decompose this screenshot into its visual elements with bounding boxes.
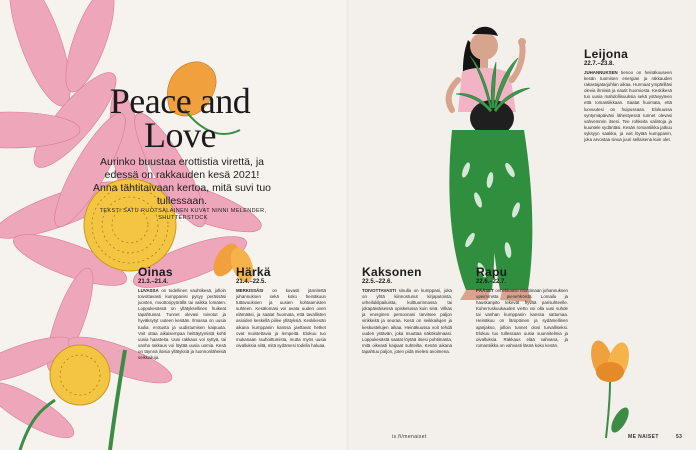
sign-text xyxy=(236,288,326,349)
byline: TEKSTI SATU RUOTSALAINEN KUVAT NINNI MELENDER, SHUTTERSTOCK xyxy=(99,208,267,221)
sign-kaksonen xyxy=(362,266,452,355)
sign-rapu xyxy=(476,266,568,349)
sign-title: Kaksonen xyxy=(362,265,422,279)
sign-title: Härkä xyxy=(236,265,271,279)
sign-body: onnekkaasti nauttimaan juhannuksen upeimmista pienehköistä. Lomailu ja hauskanpito tekevät hyvää parisuhteelle. Kuherruskuukauden vietto voi olla uusi suhde tai vanhan kumppanin kanssa sattumaa. Heinäkuu on lämpöinen ja sydämellinen ajanjakso, jolloin tunnet olosi turvalliseksi. Elokuu tuo tullessaan uusia suunnitelmia ja oivalluksia. Rakkaus elää vahvana, ja romantiikka on vahvasti läsnä koko kesän. xyxy=(476,288,568,348)
page-headline xyxy=(100,81,260,155)
sign-dates: 21.4.–22.5. xyxy=(236,279,267,285)
sign-lede: MERKISSÄSI xyxy=(236,288,264,293)
sign-title: Rapu xyxy=(476,265,508,279)
sign-text xyxy=(362,288,452,355)
orange-flower-bottom-right xyxy=(587,338,633,438)
page-number: 53 xyxy=(676,434,683,440)
sign-oinas xyxy=(138,266,226,361)
woman-with-plant-illustration xyxy=(449,27,533,302)
sign-body: on todellinen vauhtikesä, jolloin toivottavasti kumppanisi pysyy perässäsi juosten, moottoripyörällä tai vaikka lomaten. Loppukesässä on yllätyksellinen huikeat tapahtumat. Tunnet olevasi toivotut ja hyväksytyt uuteen kesään. Ilmassa on uusia tuulia, erotusta ja uudistumisen kaipuuta. Voit ottaa aikaisempaa heittäytymistä kohti uusia haasteita. Uusi rakkaus voi syttyä, tai vanha rakkaus voi löytää uusia uomia. Kesä on täynnä iloisia yllätyksiä ja luonnonläheisiä seikkailuja. xyxy=(138,288,226,361)
sign-lede: PÄÄSET xyxy=(476,288,494,293)
sign-text xyxy=(584,70,672,143)
sign-dates: 22.5.–22.6. xyxy=(362,279,393,285)
sign-lede: JUHANNUKSEN xyxy=(584,70,618,75)
folio-magazine: ME NAISET xyxy=(628,434,659,440)
folio-url: is.fi/menaiset xyxy=(392,434,427,440)
sign-title: Oinas xyxy=(138,265,173,279)
lead-paragraph: Aurinko buustaa erottistia virettä, ja edessä on rakkauden kesä 2021! Anna tähtitaivaan kertoa, mitä suvi tuo tullessaan. xyxy=(92,156,272,207)
sign-harka xyxy=(236,266,326,349)
sign-dates: 21.3.–21.4. xyxy=(138,279,169,285)
sign-body: sinulla on kumppani, joka on yhtä kiinnostunut kirjaputoista, urheilukilpailuista, kulttuurinnassa tai jokapäiväisessä opiskelussa kuin sinä. Vilkas ja energinen persoonasi tarvitsee paljon virikkeitä ja seuraa. Kesä on seikkailujen ja keskustelujen aikaa. Heinäkuussa voit tehdä uuden ystävän, joka muuttaa näkökulmaasi. Loppukesästä saatat löytää itsesi pohtimasta, mitä oikeasti kaipaat suhteilta. Kesän aikana tapahtuu paljon, joten pidä mielesi avoimena. xyxy=(362,288,452,354)
sign-text xyxy=(138,288,226,361)
sign-dates: 22.6.–22.7. xyxy=(476,279,507,285)
sign-dates: 22.7.–23.8. xyxy=(584,61,615,67)
sign-body: tienoo on heinäkuuseen kesän tuomisen energian ja rakkauden rakastajatarjuhlan aikaa. Hurmaat ympärilläsi olevia ihmisiä ja nautit huomiosta. Keskikesä tuo uusia mahdollisuuksia sekä ystävyyteen että romantiikkaan. Saatat huomata, että luovuutesi on huipussaan. Elokuussa syntymäpäiväsi lähestyessä tunnet olevasi vahvemmin itsesi. Tee rohkeita valintoja ja kuuntele sydäntäsi. Kesän romantiikka jatkuu syksyyn saakka, ja voit löytää kumppanin, joka arvostaa sinua juuri sellaisena kuin olet. xyxy=(584,70,672,143)
headline-line-1: Peace and xyxy=(109,81,251,121)
sign-title: Leijona xyxy=(584,47,629,61)
sign-text xyxy=(476,288,568,349)
sign-lede: LUVASSA xyxy=(138,288,159,293)
sign-lede: TOIVOTTAVASTI xyxy=(362,288,397,293)
sign-leijona xyxy=(584,48,672,143)
sign-body: on kovasti jännitettä juhannuksen sekä koko heinäkuun tuttavuuksien ja uusien kohtaamisten suhteen. Kesälomasi voi avata uuden oven elämääsi, ja saatat huomata, että tavallisten asioiden keskellä piilee yllätyksiä. Keskikesän aikana kumppanin kanssa jaettavat hetket ovat muistettavia ja lempeitä. Elokuu tuo mukanaan rauhoittumista, mutta myös uusia oivalluksia siitä, mitä sydämesi todella haluaa. xyxy=(236,288,326,348)
headline-line-2: Love xyxy=(144,115,216,155)
